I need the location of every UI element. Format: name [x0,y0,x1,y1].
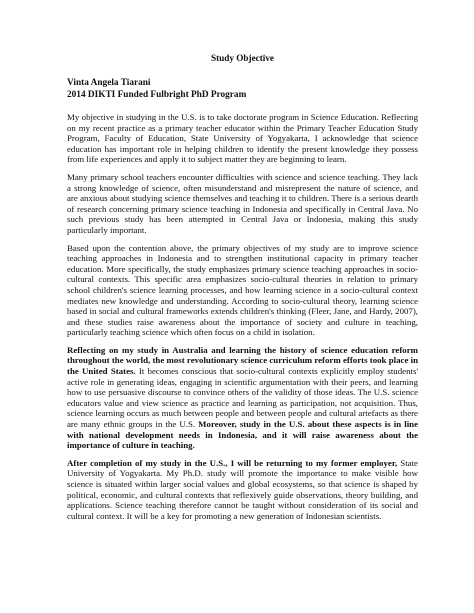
paragraph-text: It becomes conscious that socio-cultural contexts explicitly employ students' active role in generating ideas, engaging in scientific argumentation with their peers, and learning how to use persuasive discourse to convince others of the validity of those ideas. The U.S. science educators value and view science as practice and learning as participation, not acquisition. Thus, science learning occurs as much between people and between people and cultural artefacts as there are many ethnic groups in the U.S. [67,366,418,430]
paragraph-4 [67,345,418,451]
program-name: 2014 DIKTI Funded Fulbright PhD Program [67,89,247,100]
paragraph-text: State University of Yogyakarta. My Ph.D. study will promote the importance to make visible how science is situated within larger social values and global ecosystems, so that science is shaped by political, economic, and cultural contexts that reflexively guide observations, theory building, and applications. Science teaching therefore cannot be taught without consideration of its social and cultural context. It will be a key for promoting a new generation of Indonesian scientists. [67,457,418,521]
paragraph-3 [67,243,418,338]
paragraph-text: Based upon the contention above, the primary objectives of my study are to improve science teaching approaches in Indonesia and to strengthen institutional capacity in primary teacher education. More specifically, the study emphasizes primary science teaching approaches in socio-cultural contexts. This specific area emphasizes socio-cultural theories in relation to primary school children's science learning processes, and how learning science in a socio-cultural context mediates new knowledge and understanding. According to socio-cultural theory, learning science based in social and cultural frameworks extends children's thinking (Fleer, Jane, and Hardy, 2007), and these studies raise awareness about the importance of society and culture in teaching, particularly teaching science which often focus on a child in isolation. [67,242,418,338]
bold-statement: Moreover, study in the U.S. about these aspects is in line with national development needs in Indonesia, and it will raise awareness about the importance of culture in teaching. [67,419,418,451]
paragraph-1 [67,112,418,165]
author-name: Vinta Angela Tiarani [67,78,151,88]
paragraph-5 [67,458,418,522]
paragraph-text: Many primary school teachers encounter difficulties with science and science teaching. They lack a strong knowledge of science, often misunderstand and misrepresent the nature of science, and are anxious about studying science themselves and teaching it to children. There is a serious dearth of research concerning primary science teaching in Indonesia and specifically in Central Java. No such previous study has been attempted in Central Java or Indonesia, making this study particularly important. [67,171,418,235]
paragraph-text: My objective in studying in the U.S. is to take doctorate program in Science Education. Reflecting on my recent practice as a primary teacher educator within the Primary Teacher Education Study Program, Faculty of Education, State University of Yogyakarta, I acknowledge that science education has important role in helping children to identify the present knowledge they possess from life experiences and apply it to subject matter they are beginning to learn. [67,112,418,165]
paragraph-2 [67,172,418,236]
document-title: Study Objective [210,53,275,63]
document-page [67,52,418,528]
bold-statement: Reflecting on my study in Australia and learning the history of science education reform throughout the world, the most revolutionary science curriculum reform efforts took place in the United States. [67,344,418,377]
bold-statement: After completion of my study in the U.S., I will be returning to my former employer, [67,457,398,468]
